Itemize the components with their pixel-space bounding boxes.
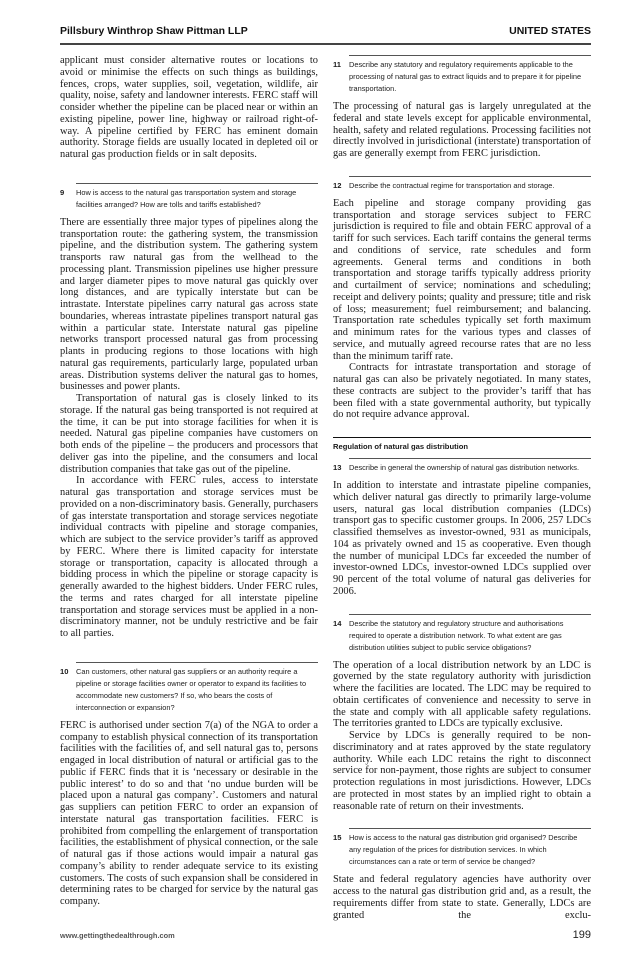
paragraph: In accordance with FERC rules, access to interstate natural gas transportation and storage services must be provided on a non-discriminatory basis. Generally, purchasers of gas interstate transportation and storage services negotiate individual contracts with pipeline and storage companies, which are subject to the service provider’s tariff as approved by FERC. Where there is limited capacity for interstate storage or transportation, capacity is allocated through a bidding process in which the pipeline or storage capacity is generally awarded to the highest bidders. Under FERC rules, the terms and rates charged for all interstate pipeline transportation and storage services must be applied in a non-discriminatory manner, not be unduly restrictive and be fair to all parties. bbox=[60, 475, 318, 639]
paragraph: applicant must consider alternative routes or locations to avoid or minimise the effects on such things as buildings, fences, crops, water supplies, soil, vegetation, wildlife, air quality, noise, safety and landowner interests. FERC staff will consider whether the pipeline can be placed near or within an existing pipeline, power line, highway or railroad right-of-way. A pipeline certified by FERC has eminent domain authority. Storage fields are usually located in depleted oil or natural gas production fields or in salt deposits. bbox=[60, 55, 318, 160]
question-10 bbox=[60, 662, 318, 714]
paragraph: FERC is authorised under section 7(a) of the NGA to order a company to establish physical connection of its transportation facilities with the facilities of, and sell natural gas to, persons engaged in local distribution of natural or artificial gas to the public if FERC finds that it is ‘necessary or desirable in the public interest’ to do so and that ‘no undue burden will be placed upon a natural gas company’. Customers and natural gas suppliers can petition FERC to order an expansion of interstate natural gas transportation facilities. FERC is prohibited from compelling the enlargement of transportation facilities, the establishment of physical connection, or the sale of natural gas if those actions would impair a natural gas company’s ability to render adequate service to its existing customers. The costs of such expansion shall be considered in determining rates to be charged for service by the natural gas company. bbox=[60, 719, 318, 907]
right-column bbox=[333, 55, 591, 921]
question-number: 13 bbox=[333, 463, 342, 472]
question-15 bbox=[333, 828, 591, 868]
question-11 bbox=[333, 55, 591, 95]
question-number: 11 bbox=[333, 60, 342, 69]
question-text: Describe the contractual regime for transportation and storage. bbox=[349, 180, 555, 190]
question-text: How is access to the natural gas transportation system and storage facilities arranged? How are tolls and tariffs established? bbox=[76, 187, 297, 209]
page-header bbox=[60, 25, 591, 45]
question-text: Can customers, other natural gas suppliers or an authority require a pipeline or storage facilities owner or operator to expand its facilities to accommodate new customers? If so, who bears the costs of interconnection or expansion? bbox=[76, 666, 307, 712]
paragraph: Contracts for intrastate transportation and storage of natural gas can also be privately negotiated. In many states, these contracts are subject to the provider’s tariff that has been filed with a state governmental authority, but typically do not require advance approval. bbox=[333, 362, 591, 421]
page-footer bbox=[60, 929, 591, 942]
question-number: 10 bbox=[60, 666, 69, 676]
footer-url[interactable]: www.gettingthedealthrough.com bbox=[60, 931, 175, 941]
question-text: How is access to the natural gas distribution grid organised? Describe any regulation of the prices for distribution services. In which circumstances can a rate or term of service be changed? bbox=[349, 833, 578, 867]
left-column bbox=[60, 55, 318, 921]
question-number: 15 bbox=[333, 833, 342, 843]
question-12 bbox=[333, 176, 591, 192]
question-9 bbox=[60, 183, 318, 211]
section-heading: Regulation of natural gas distribution bbox=[333, 437, 591, 452]
paragraph: In addition to interstate and intrastate pipeline companies, which deliver natural gas directly to primarily large-volume users, natural gas local distribution companies (LDCs) transport gas to specific customer groups. In 2006, 257 LDCs classified themselves as investor-owned, 931 as municipals, 104 as privately owned and 15 as cooperative. Even though the number of municipal LDCs far exceeded the number of investor-owned LDCs, investor-owned LDCs supplied over 90 percent of the total volume of natural gas deliveries for 2006. bbox=[333, 480, 591, 597]
question-number: 9 bbox=[60, 187, 65, 197]
paragraph: There are essentially three major types of pipelines along the transportation route: the gathering system, the transmission pipeline, and the distribution system. The gathering system transports raw natural gas from the wellhead to the processing plant. Transmission pipelines use higher pressure and larger diameter pipes to move natural gas quickly over long distances, and are typically interstate but can be intrastate. Interstate pipelines carry natural gas across state boundaries, whereas intrastate pipelines transport natural gas within a particular state. Interstate natural gas pipeline networks transport processed natural gas from processing plants in producing regions to those locations with high natural gas requirements, particularly large, populated urban areas. Distribution systems deliver the natural gas to homes, businesses and power plants. bbox=[60, 216, 318, 393]
paragraph: State and federal regulatory agencies have authority over access to the natural gas distribution grid and, as a result, the requirements differ from state to state. Generally, LDCs are granted the exclu- bbox=[333, 874, 591, 921]
question-number: 14 bbox=[333, 618, 342, 628]
question-14 bbox=[333, 614, 591, 654]
paragraph: Each pipeline and storage company providing gas transportation and storage services subject to FERC jurisdiction is required to file and obtain FERC approval of a tariff for such services. Each tariff contains the general terms and conditions of service, rate schedules and form agreements. General terms and conditions in both transportation and storage tariffs typically address priority and curtailment of service; nominations and scheduling; receipt and delivery points; quality and pressure; title and risk of loss; measurement; fuel reimbursement; and balancing. Transportation rate schedules typically set forth maximum and minimum rates for the various types and classes of service, and mutually agreed recourse rates that are no less than the minimum tariff rate. bbox=[333, 197, 591, 362]
paragraph: The operation of a local distribution network by an LDC is governed by the state regulatory authority with jurisdiction where the facilities are located. The LDC may be required to obtain certificates of convenience and necessity to serve in the state and comply with all applicable safety regulations. The territories granted to LDCs are typically exclusive. bbox=[333, 659, 591, 730]
header-jurisdiction: UNITED STATES bbox=[509, 25, 591, 37]
question-number: 12 bbox=[333, 180, 342, 190]
question-text: Describe the statutory and regulatory structure and authorisations required to operate a distribution network. To what extent are gas distribution utilities subject to public service obligations? bbox=[349, 618, 564, 652]
paragraph: The processing of natural gas is largely unregulated at the federal and state levels except for applicable environmental, health, safety and related regulations. Processing facilities not directly involved in jurisdictional (interstate) transportation of gas are generally exempt from FERC jurisdiction. bbox=[333, 101, 591, 159]
two-column-body bbox=[60, 45, 591, 921]
paragraph: Transportation of natural gas is closely linked to its storage. If the natural gas being transported is not required at the time, it can be put into storage facilities for when it is needed. Natural gas pipeline companies have customers on both ends of the pipeline – the producers and processors that deliver gas into the pipeline, and the consumers and local distribution companies that take gas out of the pipeline. bbox=[60, 393, 318, 475]
paragraph: Service by LDCs is generally required to be non-discriminatory and at rates approved by the state regulatory authority. While each LDC retains the right to disconnect service for non-payment, those rights are subject to consumer protection regulations in most jurisdictions. However, LDCs are protected in most states by an implied right to obtain a reasonable rate of return on their investments. bbox=[333, 730, 591, 812]
question-text: Describe in general the ownership of natural gas distribution networks. bbox=[349, 463, 580, 472]
page-number: 199 bbox=[572, 929, 591, 942]
question-13 bbox=[333, 458, 591, 474]
question-text: Describe any statutory and regulatory requirements applicable to the processing of natural gas to extract liquids and to prepare it for pipeline transportation. bbox=[349, 60, 582, 93]
header-firm-name: Pillsbury Winthrop Shaw Pittman LLP bbox=[60, 25, 248, 37]
